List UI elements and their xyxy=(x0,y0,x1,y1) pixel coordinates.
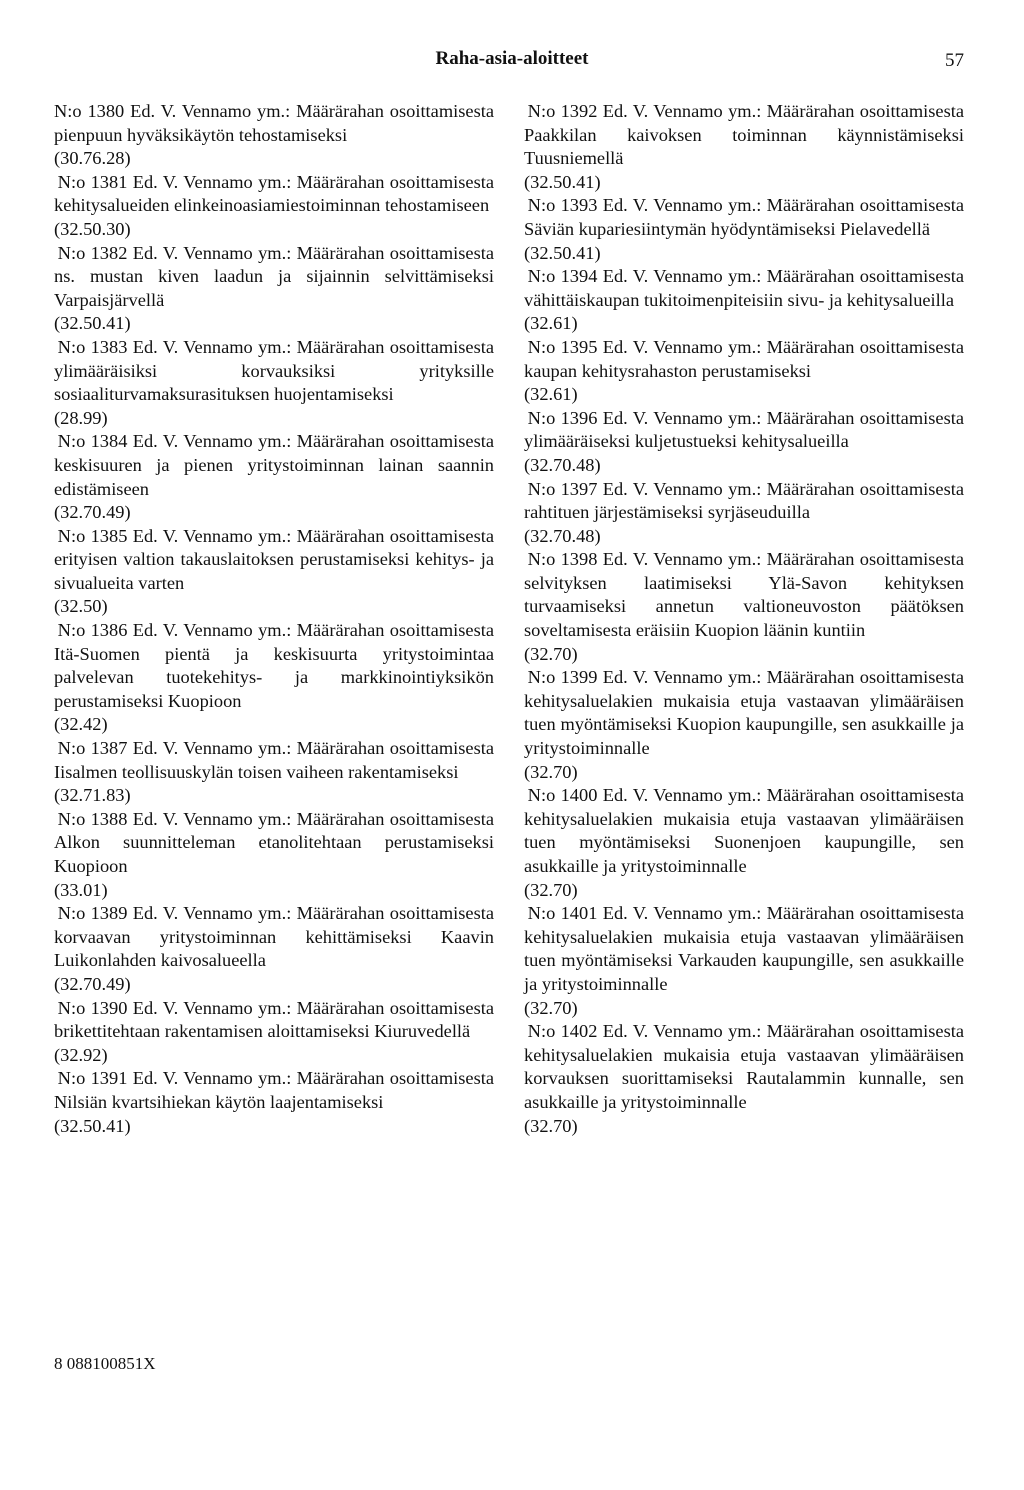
motion-entry-1388: N:o 1388 Ed. V. Vennamo ym.: Määrärahan osoittamisesta Alkon suunnitteleman etanolitehtaan perustamiseksi Kuopioon xyxy=(54,808,494,876)
left-column xyxy=(54,100,494,1138)
budget-code-1388: (33.01) xyxy=(54,879,108,900)
motion-entry-1398: N:o 1398 Ed. V. Vennamo ym.: Määrärahan osoittamisesta selvityksen laatimiseksi Ylä-Savon kehityksen turvaamiseksi annetun valtioneuvoston päätöksen soveltamisesta eräisiin Kuopion läänin kuntiin xyxy=(524,549,964,641)
motion-entry-1397: N:o 1397 Ed. V. Vennamo ym.: Määrärahan osoittamisesta rahtituen järjestämiseksi syrjäseuduilla xyxy=(524,478,964,523)
motion-entry-1395: N:o 1395 Ed. V. Vennamo ym.: Määrärahan osoittamisesta kaupan kehitysrahaston perustamiseksi xyxy=(524,336,964,381)
budget-code-1402: (32.70) xyxy=(524,1115,578,1136)
budget-code-1397: (32.70.48) xyxy=(524,525,601,546)
motion-entry-1385: N:o 1385 Ed. V. Vennamo ym.: Määrärahan osoittamisesta erityisen valtion takauslaitoksen perustamiseksi kehitys- ja sivualueita varten xyxy=(54,525,494,593)
budget-code-1380: (30.76.28) xyxy=(54,148,131,169)
motion-entry-1399: N:o 1399 Ed. V. Vennamo ym.: Määrärahan osoittamisesta kehitysaluelakien mukaisia etuja vastaavan ylimääräisen tuen myöntämiseksi Kuopion kaupungille, sen asukkaille ja yritystoiminnalle xyxy=(524,667,964,759)
budget-code-1395: (32.61) xyxy=(524,384,578,405)
motion-entry-1391: N:o 1391 Ed. V. Vennamo ym.: Määrärahan osoittamisesta Nilsiän kvartsihiekan käytön laajentamiseksi xyxy=(54,1068,494,1112)
motion-entry-1390: N:o 1390 Ed. V. Vennamo ym.: Määrärahan osoittamisesta brikettitehtaan rakentamisen aloittamiseksi Kiuruvedellä xyxy=(54,997,494,1042)
budget-code-1386: (32.42) xyxy=(54,714,108,735)
motion-entry-1380: N:o 1380 Ed. V. Vennamo ym.: Määrärahan osoittamisesta pienpuun hyväksikäytön tehostamiseksi xyxy=(54,101,494,145)
budget-code-1382: (32.50.41) xyxy=(54,313,131,334)
budget-code-1389: (32.70.49) xyxy=(54,973,131,994)
motion-entry-1402: N:o 1402 Ed. V. Vennamo ym.: Määrärahan osoittamisesta kehitysaluelakien mukaisia etuja vastaavan ylimääräisen korvauksen suorittamiseksi Rautalammin kunnalle, sen asukkaille ja yritystoiminnalle xyxy=(524,1021,964,1112)
budget-code-1381: (32.50.30) xyxy=(54,218,131,239)
budget-code-1384: (32.70.49) xyxy=(54,502,131,523)
budget-code-1390: (32.92) xyxy=(54,1044,108,1065)
page-number: 57 xyxy=(945,50,964,71)
motion-entry-1382: N:o 1382 Ed. V. Vennamo ym.: Määrärahan osoittamisesta ns. mustan kiven laadun ja sijainnin selvittämiseksi Varpaisjärvellä xyxy=(54,242,494,310)
motion-entry-1381: N:o 1381 Ed. V. Vennamo ym.: Määrärahan osoittamisesta kehitysalueiden elinkeinoasiamiestoiminnan tehostamiseen xyxy=(54,171,494,216)
motion-entry-1400: N:o 1400 Ed. V. Vennamo ym.: Määrärahan osoittamisesta kehitysaluelakien mukaisia etuja vastaavan ylimääräisen tuen myöntämiseksi Suonenjoen kaupungille, sen asukkaille ja yritystoiminnalle xyxy=(524,785,964,876)
footer-print-mark: 8 088100851X xyxy=(54,1354,156,1373)
motion-entry-1396: N:o 1396 Ed. V. Vennamo ym.: Määrärahan osoittamisesta ylimääräiseksi kuljetustueksi kehitysalueilla xyxy=(524,407,964,452)
budget-code-1398: (32.70) xyxy=(524,643,578,664)
motion-entry-1393: N:o 1393 Ed. V. Vennamo ym.: Määrärahan osoittamisesta Säviän kupariesiintymän hyödyntämiseksi Pielavedellä xyxy=(524,195,964,239)
budget-code-1399: (32.70) xyxy=(524,761,578,782)
motion-entry-1383: N:o 1383 Ed. V. Vennamo ym.: Määrärahan osoittamisesta ylimääräisiksi korvauksiksi yrityksille sosiaaliturvamaksurasituksen huojentamiseksi xyxy=(54,336,494,405)
motion-entry-1386: N:o 1386 Ed. V. Vennamo ym.: Määrärahan osoittamisesta Itä-Suomen pientä ja keskisuurta yritystoimintaa palvelevan tuotekehitys- ja markkinointiyksikön perustamiseksi Kuopioon xyxy=(54,620,494,711)
motion-entry-1401: N:o 1401 Ed. V. Vennamo ym.: Määrärahan osoittamisesta kehitysaluelakien mukaisia etuja vastaavan ylimääräisen tuen myöntämiseksi Varkauden kaupungille, sen asukkaille ja yritystoiminnalle xyxy=(524,903,964,994)
right-column xyxy=(524,100,964,1138)
motion-entry-1392: N:o 1392 Ed. V. Vennamo ym.: Määrärahan osoittamisesta Paakkilan kaivoksen toiminnan käynnistämiseksi Tuusniemellä xyxy=(524,101,964,169)
budget-code-1396: (32.70.48) xyxy=(524,454,601,475)
motion-entry-1389: N:o 1389 Ed. V. Vennamo ym.: Määrärahan osoittamisesta korvaavan yritystoiminnan kehittämiseksi Kaavin Luikonlahden kaivosalueella xyxy=(54,903,494,971)
page-header-title: Raha-asia-aloitteet xyxy=(435,48,589,69)
budget-code-1394: (32.61) xyxy=(524,313,578,334)
budget-code-1387: (32.71.83) xyxy=(54,785,131,806)
budget-code-1392: (32.50.41) xyxy=(524,171,601,192)
motion-entry-1384: N:o 1384 Ed. V. Vennamo ym.: Määrärahan osoittamisesta keskisuuren ja pienen yritystoiminnan lainan saannin edistämiseen xyxy=(54,431,494,499)
budget-code-1383: (28.99) xyxy=(54,407,108,428)
budget-code-1400: (32.70) xyxy=(524,879,578,900)
motion-entry-1394: N:o 1394 Ed. V. Vennamo ym.: Määrärahan osoittamisesta vähittäiskaupan tukitoimenpiteisiin sivu- ja kehitysalueilla xyxy=(524,266,964,310)
budget-code-1391: (32.50.41) xyxy=(54,1115,131,1136)
budget-code-1385: (32.50) xyxy=(54,596,108,617)
budget-code-1401: (32.70) xyxy=(524,997,578,1018)
budget-code-1393: (32.50.41) xyxy=(524,242,601,263)
motion-entry-1387: N:o 1387 Ed. V. Vennamo ym.: Määrärahan osoittamisesta Iisalmen teollisuuskylän toisen vaiheen rakentamiseksi xyxy=(54,738,494,782)
